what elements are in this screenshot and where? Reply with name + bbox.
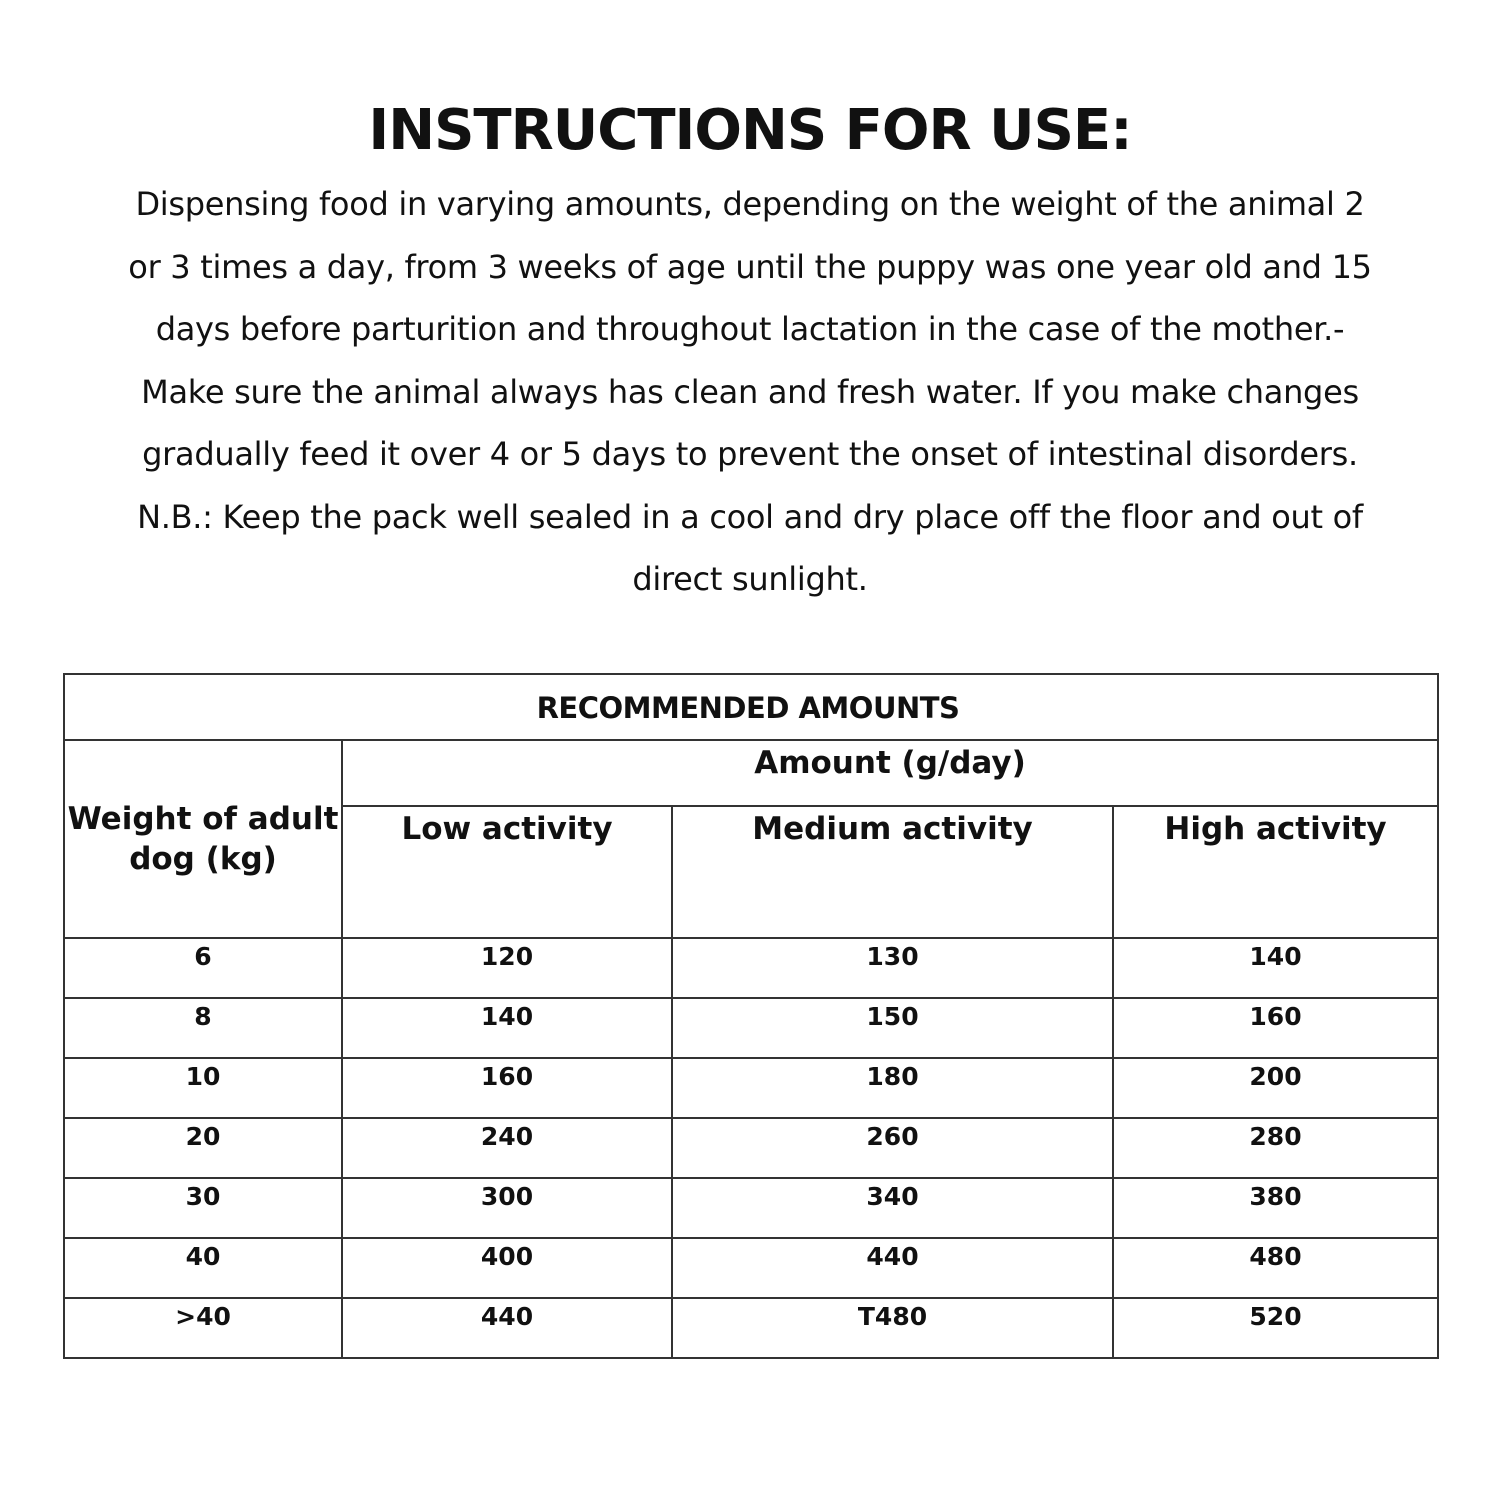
medium-activity-cell-value: 180 <box>866 1062 919 1091</box>
high-activity-label: High activity <box>1164 811 1387 847</box>
high-activity-cell-value: 520 <box>1249 1302 1302 1331</box>
weight-cell <box>64 1118 342 1178</box>
weight-header-line: dog (kg) <box>129 841 277 877</box>
medium-activity-label: Medium activity <box>752 811 1033 847</box>
low-activity-cell-value: 160 <box>480 1062 534 1091</box>
medium-activity-cell-value: 150 <box>866 1002 919 1031</box>
weight-cell <box>64 998 342 1058</box>
weight-cell-value: 10 <box>185 1062 221 1091</box>
medium-activity-cell-value: 260 <box>866 1122 919 1151</box>
page-title: INSTRUCTIONS FOR USE: <box>368 98 1132 163</box>
medium-activity-cell <box>672 998 1113 1058</box>
low-activity-cell-value: 440 <box>480 1302 534 1331</box>
high-activity-cell <box>1113 1058 1438 1118</box>
instructions-line: days before parturition and throughout lactation in the case of the mother.- <box>155 310 1345 348</box>
table-caption-cell <box>64 674 1438 740</box>
table-row <box>64 1238 1438 1298</box>
low-activity-cell-value: 140 <box>480 1002 534 1031</box>
high-activity-cell-value: 280 <box>1249 1122 1302 1151</box>
weight-cell <box>64 1178 342 1238</box>
low-activity-cell <box>342 1178 672 1238</box>
instructions-line: direct sunlight. <box>632 560 868 598</box>
weight-header-line: Weight of adult <box>67 801 339 837</box>
low-activity-cell-value: 400 <box>480 1242 534 1271</box>
high-activity-cell <box>1113 1178 1438 1238</box>
medium-activity-cell-value: T480 <box>857 1302 928 1331</box>
high-activity-cell-value: 160 <box>1249 1002 1302 1031</box>
medium-activity-cell <box>672 1238 1113 1298</box>
weight-cell-value: 6 <box>194 942 212 971</box>
weight-cell-value: 30 <box>185 1182 221 1211</box>
medium-activity-cell <box>672 1058 1113 1118</box>
medium-activity-cell-value: 340 <box>866 1182 919 1211</box>
medium-activity-header <box>672 806 1113 938</box>
recommended-amounts-table <box>63 673 1439 1359</box>
table-row <box>64 1118 1438 1178</box>
table-header-row <box>64 740 1438 806</box>
low-activity-label: Low activity <box>401 811 613 847</box>
low-activity-cell <box>342 1298 672 1358</box>
instructions-line: or 3 times a day, from 3 weeks of age until the puppy was one year old and 15 <box>128 247 1372 286</box>
table-row <box>64 998 1438 1058</box>
low-activity-cell <box>342 998 672 1058</box>
low-activity-cell <box>342 938 672 998</box>
high-activity-cell <box>1113 938 1438 998</box>
low-activity-cell <box>342 1118 672 1178</box>
instructions-line: gradually feed it over 4 or 5 days to prevent the onset of intestinal disorders. <box>142 435 1358 473</box>
high-activity-cell-value: 380 <box>1249 1182 1302 1211</box>
table-row <box>64 938 1438 998</box>
low-activity-cell-value: 120 <box>480 942 534 971</box>
amount-header: Amount (g/day) <box>754 745 1026 781</box>
table-row <box>64 1298 1438 1358</box>
weight-cell-value: >40 <box>175 1302 231 1331</box>
high-activity-cell <box>1113 1298 1438 1358</box>
medium-activity-cell <box>672 938 1113 998</box>
high-activity-cell <box>1113 998 1438 1058</box>
low-activity-cell-value: 300 <box>480 1182 534 1211</box>
instructions-text <box>78 173 1422 611</box>
high-activity-cell <box>1113 1238 1438 1298</box>
high-activity-cell-value: 480 <box>1249 1242 1302 1271</box>
table-caption-row <box>64 674 1438 740</box>
table-caption: RECOMMENDED AMOUNTS <box>536 691 960 725</box>
weight-cell <box>64 1238 342 1298</box>
table-row <box>64 1058 1438 1118</box>
medium-activity-cell-value: 440 <box>866 1242 919 1271</box>
instructions-line: N.B.: Keep the pack well sealed in a cool and dry place off the floor and out of <box>137 497 1363 536</box>
medium-activity-cell <box>672 1118 1113 1178</box>
amount-header-cell <box>342 740 1438 806</box>
low-activity-cell <box>342 1058 672 1118</box>
weight-cell <box>64 938 342 998</box>
medium-activity-cell <box>672 1298 1113 1358</box>
medium-activity-cell <box>672 1178 1113 1238</box>
medium-activity-cell-value: 130 <box>866 942 919 971</box>
weight-cell-value: 40 <box>185 1242 221 1271</box>
table-row <box>64 1178 1438 1238</box>
high-activity-header <box>1113 806 1438 938</box>
weight-cell-value: 20 <box>185 1122 221 1151</box>
low-activity-header <box>342 806 672 938</box>
low-activity-cell-value: 240 <box>480 1122 534 1151</box>
weight-header-cell <box>64 740 342 938</box>
weight-cell <box>64 1058 342 1118</box>
low-activity-cell <box>342 1238 672 1298</box>
instructions-line: Dispensing food in varying amounts, depending on the weight of the animal 2 <box>135 185 1365 223</box>
high-activity-cell <box>1113 1118 1438 1178</box>
high-activity-cell-value: 140 <box>1249 942 1302 971</box>
weight-cell <box>64 1298 342 1358</box>
instructions-line: Make sure the animal always has clean and fresh water. If you make changes <box>141 372 1359 411</box>
weight-cell-value: 8 <box>194 1002 212 1031</box>
high-activity-cell-value: 200 <box>1249 1062 1302 1091</box>
